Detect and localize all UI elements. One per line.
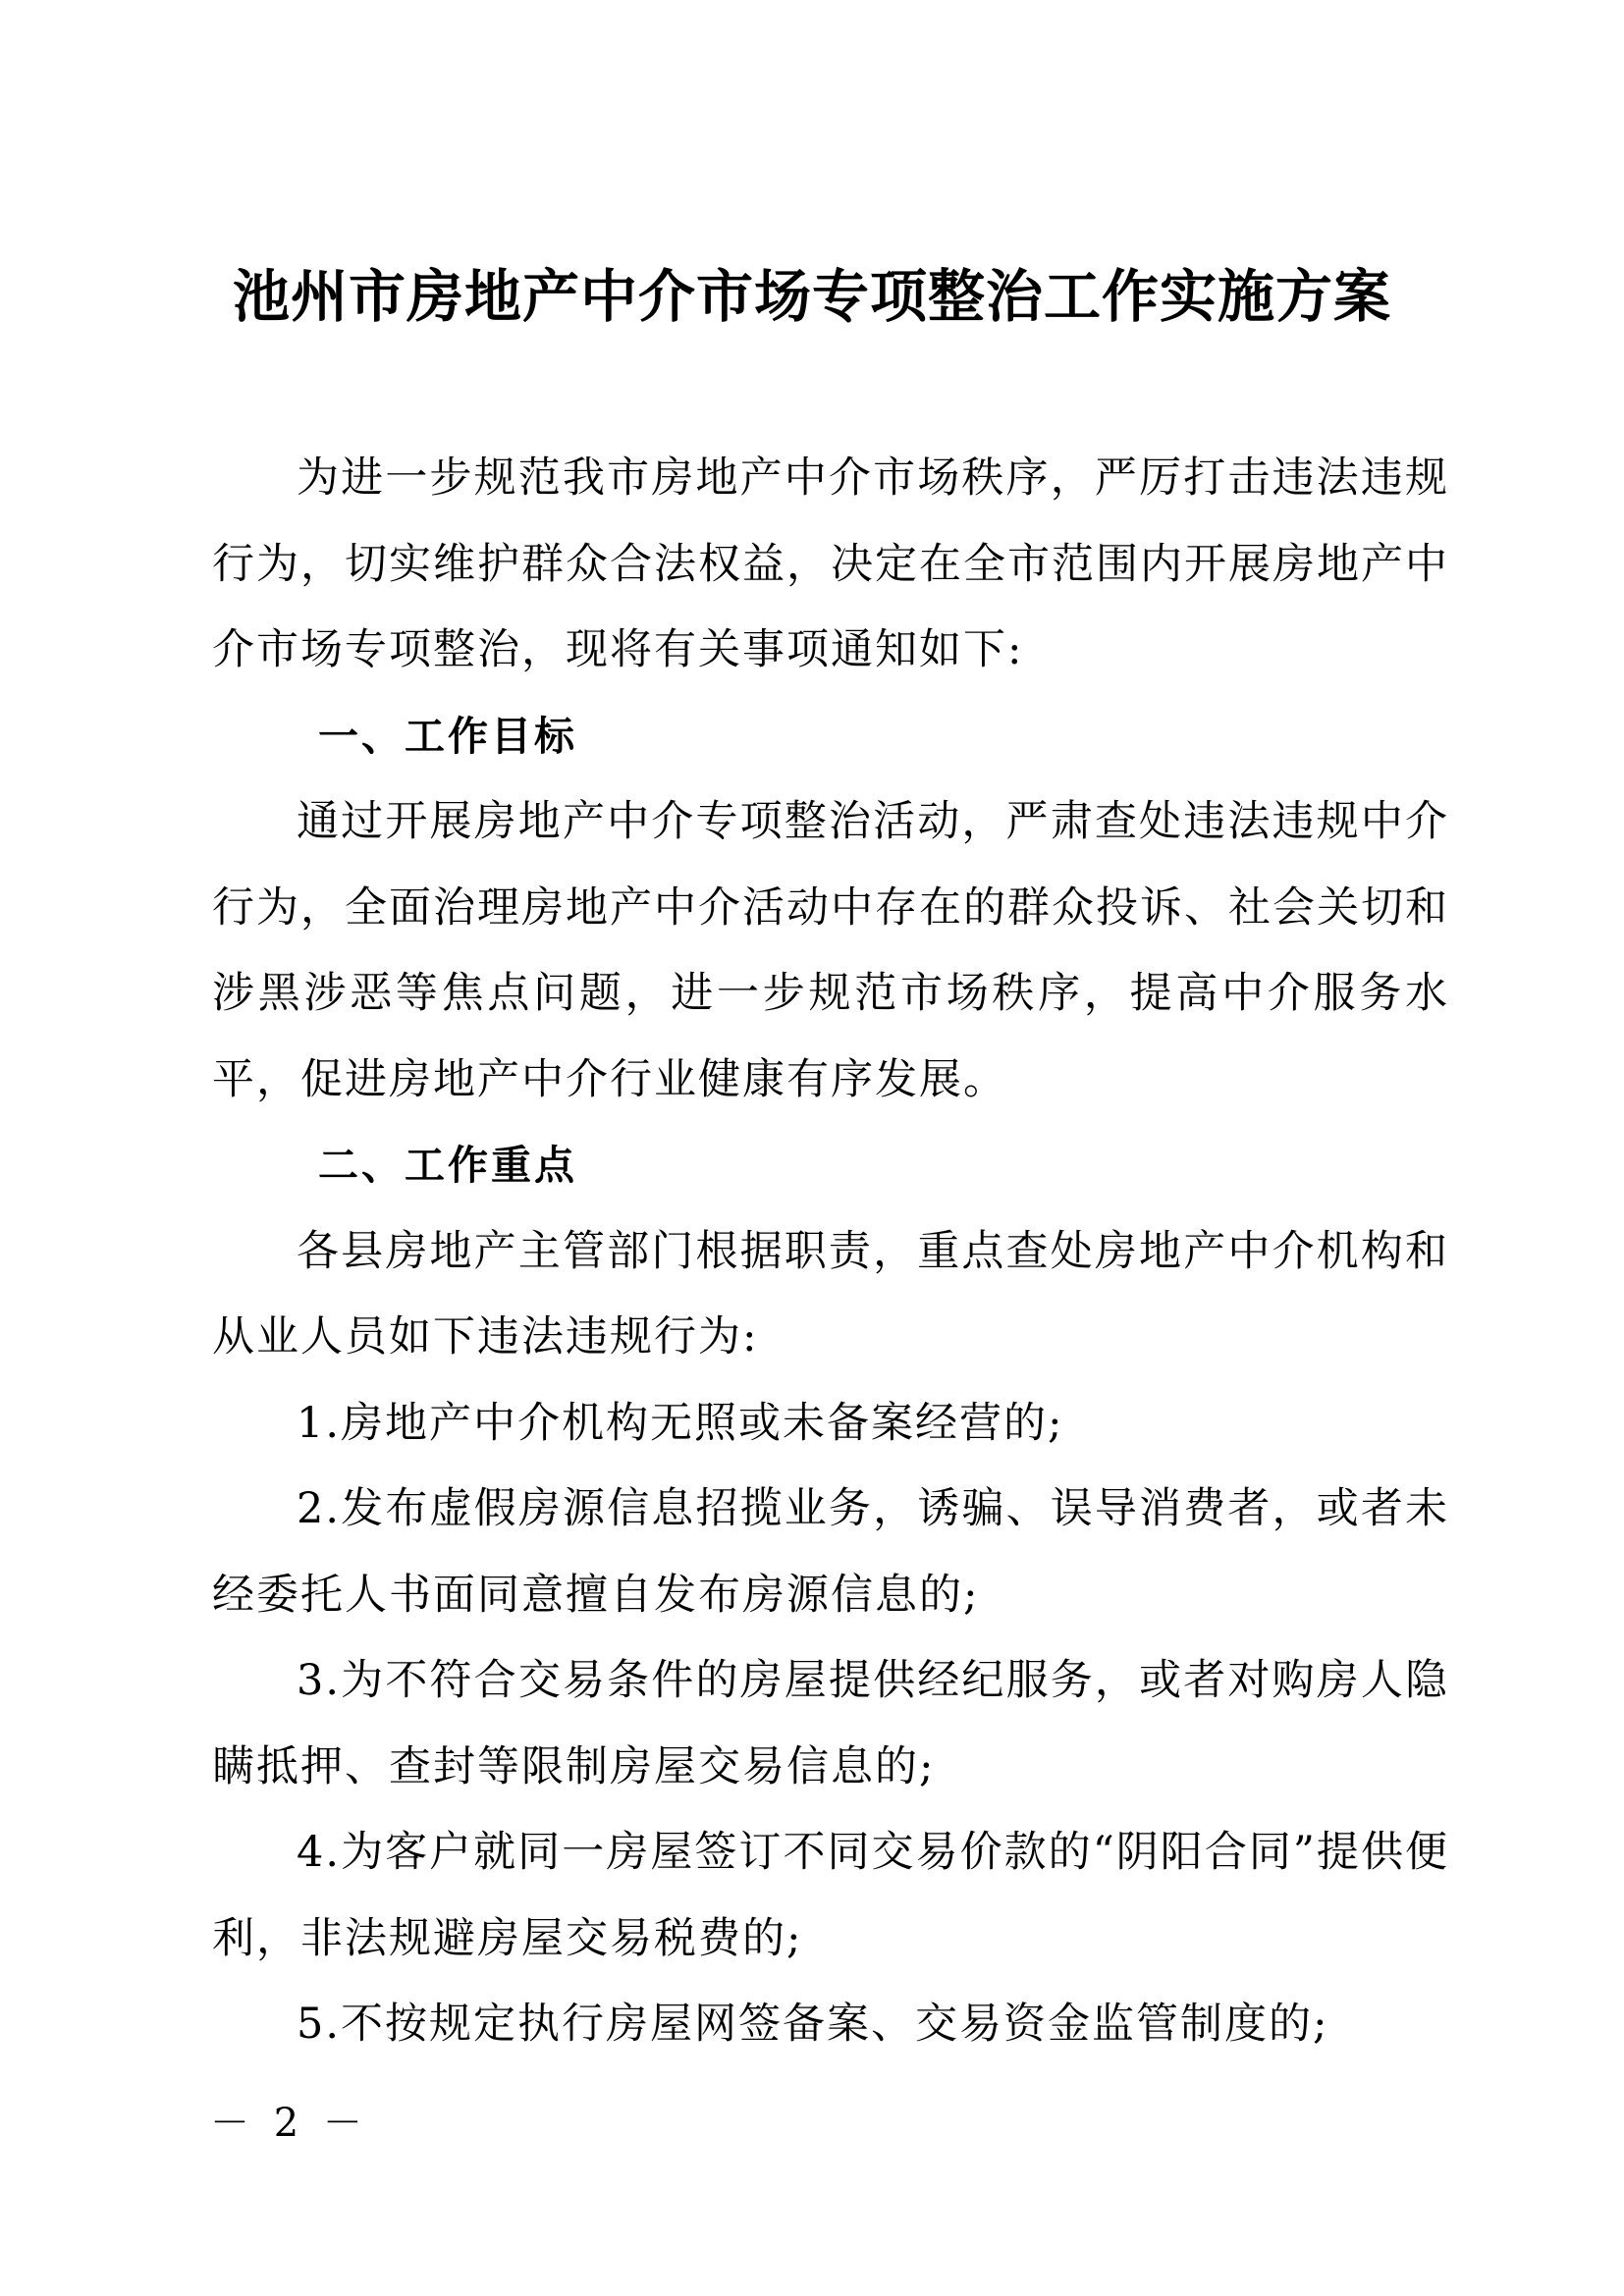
- focus-item-3: 3.为不符合交易条件的房屋提供经纪服务，或者对购房人隐瞒抵押、查封等限制房屋交易信息的;: [212, 1656, 1449, 1791]
- section-heading-goals: 一、工作目标: [318, 712, 577, 760]
- focus-item-5: 5.不按规定执行房屋网签备案、交易资金监管制度的;: [297, 2000, 1329, 2049]
- focus-item-1: 1.房地产中介机构无照或未备案经营的;: [297, 1398, 1064, 1448]
- goals-paragraph: 通过开展房地产中介专项整治活动，严肃查处违法违规中介行为，全面治理房地产中介活动中存在的群众投诉、社会关切和涉黑涉恶等焦点问题，进一步规范市场秩序，提高中介服务水平，促进房地产中介行业健康有序发展。: [212, 797, 1449, 1104]
- focus-item-2: 2.发布虚假房源信息招揽业务，诱骗、误导消费者，或者未经委托人书面同意擅自发布房源信息的;: [212, 1484, 1449, 1620]
- document-title: 池州市房地产中介市场专项整治工作实施方案: [232, 263, 1391, 330]
- section-heading-focus: 二、工作重点: [318, 1142, 577, 1189]
- page-number: － 2 －: [210, 2101, 368, 2146]
- document-body: [212, 436, 1449, 2068]
- focus-item-4: 4.为客户就同一房屋签订不同交易价款的“阴阳合同”提供便利，非法规避房屋交易税费的;: [212, 1828, 1449, 1963]
- intro-paragraph: 为进一步规范我市房地产中介市场秩序，严厉打击违法违规行为，切实维护群众合法权益，决定在全市范围内开展房地产中介市场专项整治，现将有关事项通知如下:: [212, 454, 1449, 674]
- focus-paragraph: 各县房地产主管部门根据职责，重点查处房地产中介机构和从业人员如下违法违规行为:: [212, 1226, 1449, 1362]
